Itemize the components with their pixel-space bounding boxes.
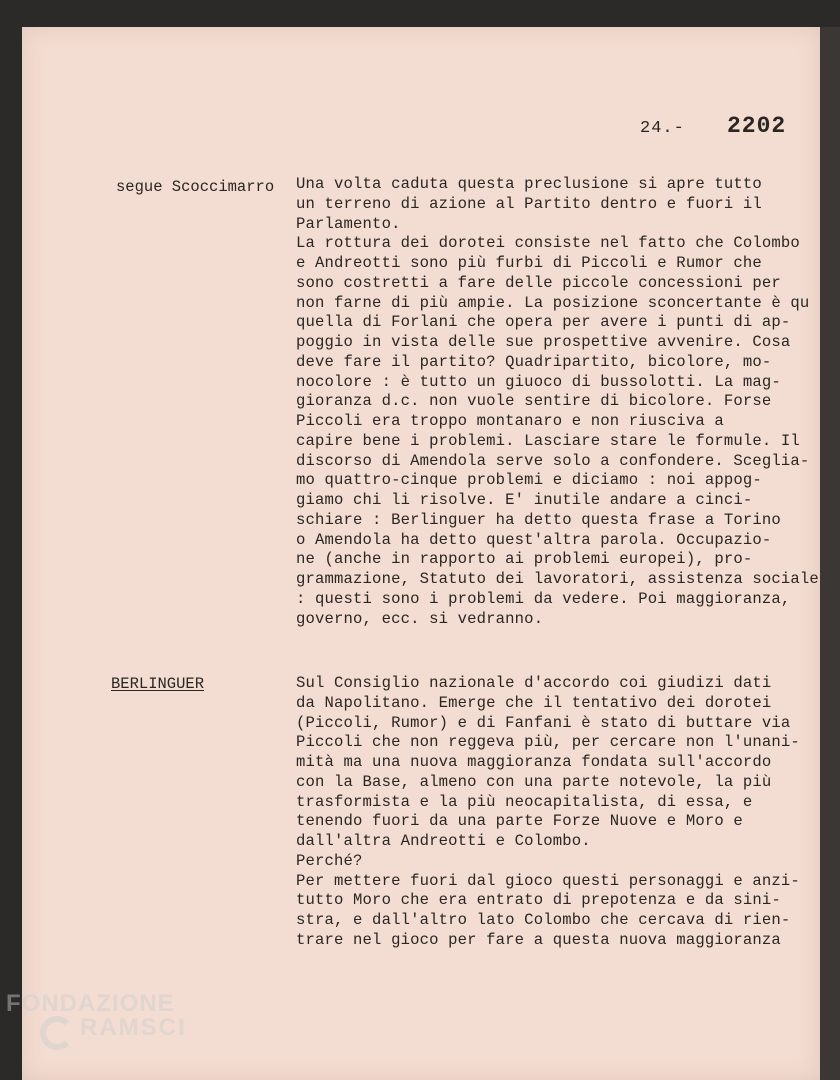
text-line: tenendo fuori da una parte Forze Nuove e Moro e [296,812,743,831]
watermark-g-icon [40,1016,74,1050]
text-line: trasformista e la più neocapitalista, di essa, e [296,792,753,811]
text-block [296,674,800,951]
speaker-label: BERLINGUER [111,675,205,693]
text-line: Per mettere fuori dal gioco questi personaggi e anzi- [296,871,800,890]
text-line: La rottura dei dorotei consiste nel fatto che Colombo [296,234,800,253]
text-line: governo, ecc. si vedranno. [296,609,544,628]
page-header [640,113,790,143]
text-line: Una volta caduta questa preclusione si apre tutto [296,175,762,193]
page-edge [820,27,840,1080]
text-line: (Piccoli, Rumor) e di Fanfani è stato di buttare via [296,713,791,732]
text-line: schiare : Berlinguer ha detto questa frase a Torino [296,510,781,529]
text-line: dall'altra Andreotti e Colombo. [296,832,591,850]
folio-small: 24.- [640,119,685,138]
text-line: stra, e dall'altro lato Colombo che cercava di rien- [296,911,791,929]
watermark-line: FONDAZIONE [6,990,175,1017]
text-line: Sul Consiglio nazionale d'accordo coi giudizi dati [296,674,772,692]
text-line: deve fare il partito? Quadripartito, bicolore, mo- [296,352,772,371]
speaker-label: segue Scoccimarro [116,178,275,196]
text-line: quella di Forlani che opera per avere i punti di ap- [296,313,791,332]
text-line: mità ma una nuova maggioranza fondata sull'accordo [296,753,772,771]
text-line: ne (anche in rapporto ai problemi europei), pro- [296,550,753,569]
text-line: : questi sono i problemi da vedere. Poi maggioranza, [296,589,791,608]
text-line: tutto Moro che era entrato di prepotenza e da sini- [296,891,781,910]
text-line: e Andreotti sono più furbi di Piccoli e Rumor che [296,254,762,272]
folio-number: 2202 [727,113,787,139]
text-line: un terreno di azione al Partito dentro e fuori il [296,194,762,213]
text-line: Perché? [296,851,363,870]
text-block [296,175,819,629]
watermark-logo [6,990,226,1070]
text-line: non farne di più ampie. La posizione sconcertante è qu [296,293,810,312]
text-line: nocolore : è tutto un giuoco di bussolotti. La mag- [296,372,781,391]
text-line: trare nel gioco per fare a questa nuova maggioranza [296,930,781,949]
text-line: Piccoli era troppo montanaro e non riusciva a [296,412,724,430]
text-line: con la Base, almeno con una parte notevole, la più [296,772,772,791]
text-line: Parlamento. [296,214,401,233]
text-line: sono costretti a fare delle piccole concessioni per [296,273,781,292]
text-line: grammazione, Statuto dei lavoratori, assistenza sociale [296,570,819,588]
text-line: da Napolitano. Emerge che il tentativo dei dorotei [296,693,772,712]
text-line: o Amendola ha detto quest'altra parola. Occupazio- [296,530,772,549]
text-line: mo quattro-cinque problemi e diciamo : noi appog- [296,471,762,490]
text-line: giamo chi li risolve. E' inutile andare a cinci- [296,491,753,509]
watermark-line: RAMSCI [80,1014,187,1041]
text-line: discorso di Amendola serve solo a confondere. Sceglia- [296,451,810,470]
text-line: poggio in vista delle sue prospettive avvenire. Cosa [296,333,791,351]
text-line: Piccoli che non reggeva più, per cercare non l'unani- [296,733,800,752]
text-line: gioranza d.c. non vuole sentire di bicolore. Forse [296,392,772,411]
text-line: capire bene i problemi. Lasciare stare le formule. Il [296,431,800,450]
